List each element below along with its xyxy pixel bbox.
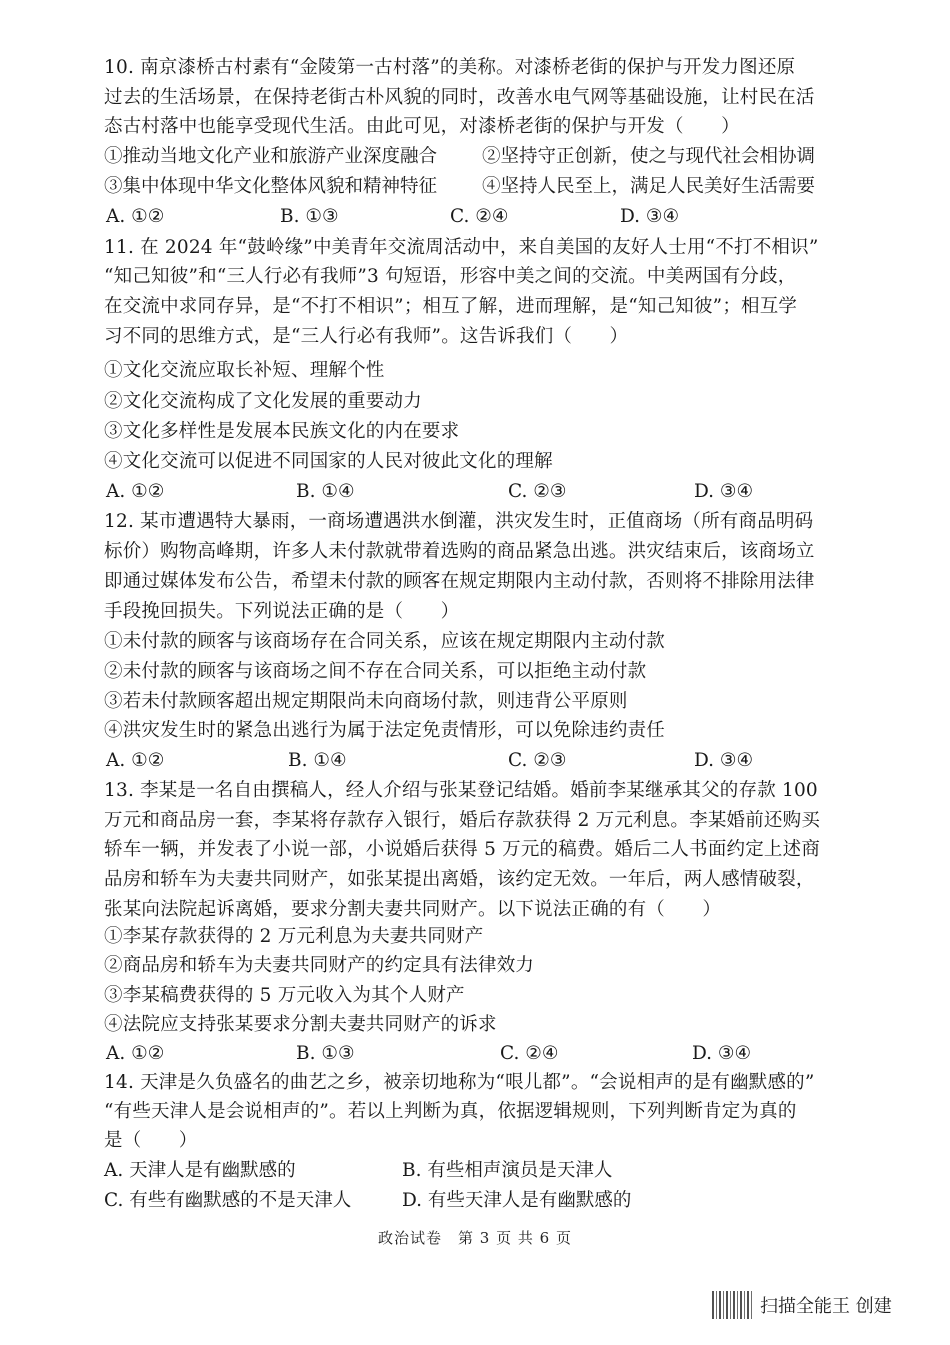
q11-options [104,479,864,505]
watermark-text: 扫描全能王 创建 [760,1296,892,1317]
q14-option-b[interactable]: B. 有些相声演员是天津人 [402,1160,613,1181]
q13-option-c[interactable]: C. ②④ [500,1043,559,1064]
q12-statement-1: ①未付款的顾客与该商场存在合同关系，应该在规定期限内主动付款 [104,631,666,652]
page-footer: 政治试卷 第 3 页 共 6 页 [378,1229,572,1247]
scanner-watermark [712,1290,892,1320]
q11-stem-line-1: 11. 在 2024 年“鼓岭缘”中美青年交流周活动中，来自美国的友好人士用“不打不相识” [104,237,819,258]
q12-stem-line-1: 12. 某市遭遇特大暴雨，一商场遭遇洪水倒灌，洪灾发生时，正值商场（所有商品明码 [104,511,814,532]
q11-statement-3: ③文化多样性是发展本民族文化的内在要求 [104,421,460,442]
q14-options-row-2 [104,1188,864,1214]
q13-option-b[interactable]: B. ①③ [296,1043,355,1064]
q13-statement-4: ④法院应支持张某要求分割夫妻共同财产的诉求 [104,1014,497,1035]
q13-stem-line-1: 13. 李某是一名自由撰稿人，经人介绍与张某登记结婚。婚前李某继承其父的存款 100 [104,780,818,801]
q10-statement-4: ④坚持人民至上，满足人民美好生活需要 [482,176,816,197]
q14-options-row-1 [104,1158,864,1184]
q14-stem-line-1: 14. 天津是久负盛名的曲艺之乡，被亲切地称为“哏儿都”。“会说相声的是有幽默感的” [104,1072,815,1093]
q11-statement-1: ①文化交流应取长补短、理解个性 [104,360,385,381]
q12-stem-line-2: 标价）购物高峰期，许多人未付款就带着选购的商品紧急出逃。洪灾结束后，该商场立 [104,541,815,562]
q13-statement-2: ②商品房和轿车为夫妻共同财产的约定具有法律效力 [104,955,535,976]
q10-option-a[interactable]: A. ①② [106,206,165,227]
q13-stem-line-5: 张某向法院起诉离婚，要求分割夫妻共同财产。以下说法正确的有（ ） [104,899,722,920]
q14-stem-line-3: 是（ ） [104,1130,198,1151]
q10-option-c[interactable]: C. ②④ [450,206,509,227]
q11-option-c[interactable]: C. ②③ [508,481,567,502]
q10-statement-3: ③集中体现中华文化整体风貌和精神特征 [104,176,438,197]
q12-stem-line-4: 手段挽回损失。下列说法正确的是（ ） [104,601,460,622]
q13-stem-line-4: 品房和轿车为夫妻共同财产，如张某提出离婚，该约定无效。一年后，两人感情破裂， [104,869,815,890]
q10-stem-line-2: 过去的生活场景，在保持老街古朴风貌的同时，改善水电气网等基础设施，让村民在活 [104,87,815,108]
q13-stem-line-2: 万元和商品房一套，李某将存款存入银行，婚后存款获得 2 万元利息。李某婚前还购买 [104,810,821,831]
q11-option-d[interactable]: D. ③④ [694,481,754,502]
q12-options [104,748,864,774]
q10-option-b[interactable]: B. ①③ [280,206,339,227]
q10-statement-2: ②坚持守正创新，使之与现代社会相协调 [482,146,816,167]
q10-stem-line-1: 10. 南京漆桥古村素有“金陵第一古村落”的美称。对漆桥老街的保护与开发力图还原 [104,57,796,78]
q11-stem-line-4: 习不同的思维方式，是“三人行必有我师”。这告诉我们（ ） [104,326,629,347]
q11-option-a[interactable]: A. ①② [106,481,165,502]
q13-statement-3: ③李某稿费获得的 5 万元收入为其个人财产 [104,985,465,1006]
q12-option-d[interactable]: D. ③④ [694,750,754,771]
q12-option-c[interactable]: C. ②③ [508,750,567,771]
q10-statements-row-2 [104,174,864,200]
q10-options [104,204,864,230]
q12-statement-4: ④洪灾发生时的紧急出逃行为属于法定免责情形，可以免除违约责任 [104,720,666,741]
q11-statement-2: ②文化交流构成了文化发展的重要动力 [104,391,422,412]
q12-stem-line-3: 即通过媒体发布公告，希望未付款的顾客在规定期限内主动付款，否则将不排除用法律 [104,571,815,592]
q13-option-a[interactable]: A. ①② [106,1043,165,1064]
q10-statement-1: ①推动当地文化产业和旅游产业深度融合 [104,146,438,167]
q10-statements-row-1 [104,144,864,170]
q10-option-d[interactable]: D. ③④ [620,206,680,227]
q12-option-a[interactable]: A. ①② [106,750,165,771]
q13-options [104,1041,864,1067]
q11-stem-line-2: “知己知彼”和“三人行必有我师”3 句短语，形容中美之间的交流。中美两国有分歧， [104,266,797,287]
q12-statement-2: ②未付款的顾客与该商场之间不存在合同关系，可以拒绝主动付款 [104,661,647,682]
scanner-logo-icon [712,1291,752,1319]
q14-option-a[interactable]: A. 天津人是有幽默感的 [104,1160,296,1181]
q14-option-d[interactable]: D. 有些天津人是有幽默感的 [402,1190,632,1211]
q10-stem-line-3: 态古村落中也能享受现代生活。由此可见，对漆桥老街的保护与开发（ ） [104,116,740,137]
q12-option-b[interactable]: B. ①④ [288,750,347,771]
q13-stem-line-3: 轿车一辆，并发表了小说一部，小说婚后获得 5 万元的稿费。婚后二人书面约定上述商 [104,839,821,860]
q11-statement-4: ④文化交流可以促进不同国家的人民对彼此文化的理解 [104,451,553,472]
q13-option-d[interactable]: D. ③④ [692,1043,752,1064]
q14-option-c[interactable]: C. 有些有幽默感的不是天津人 [104,1190,352,1211]
q11-stem-line-3: 在交流中求同存异，是“不打不相识”；相互了解，进而理解，是“知己知彼”；相互学 [104,296,798,317]
q11-option-b[interactable]: B. ①④ [296,481,355,502]
q14-stem-line-2: “有些天津人是会说相声的”。若以上判断为真，依据逻辑规则，下列判断肯定为真的 [104,1101,797,1122]
q12-statement-3: ③若未付款顾客超出规定期限尚未向商场付款，则违背公平原则 [104,691,628,712]
q13-statement-1: ①李某存款获得的 2 万元利息为夫妻共同财产 [104,926,484,947]
